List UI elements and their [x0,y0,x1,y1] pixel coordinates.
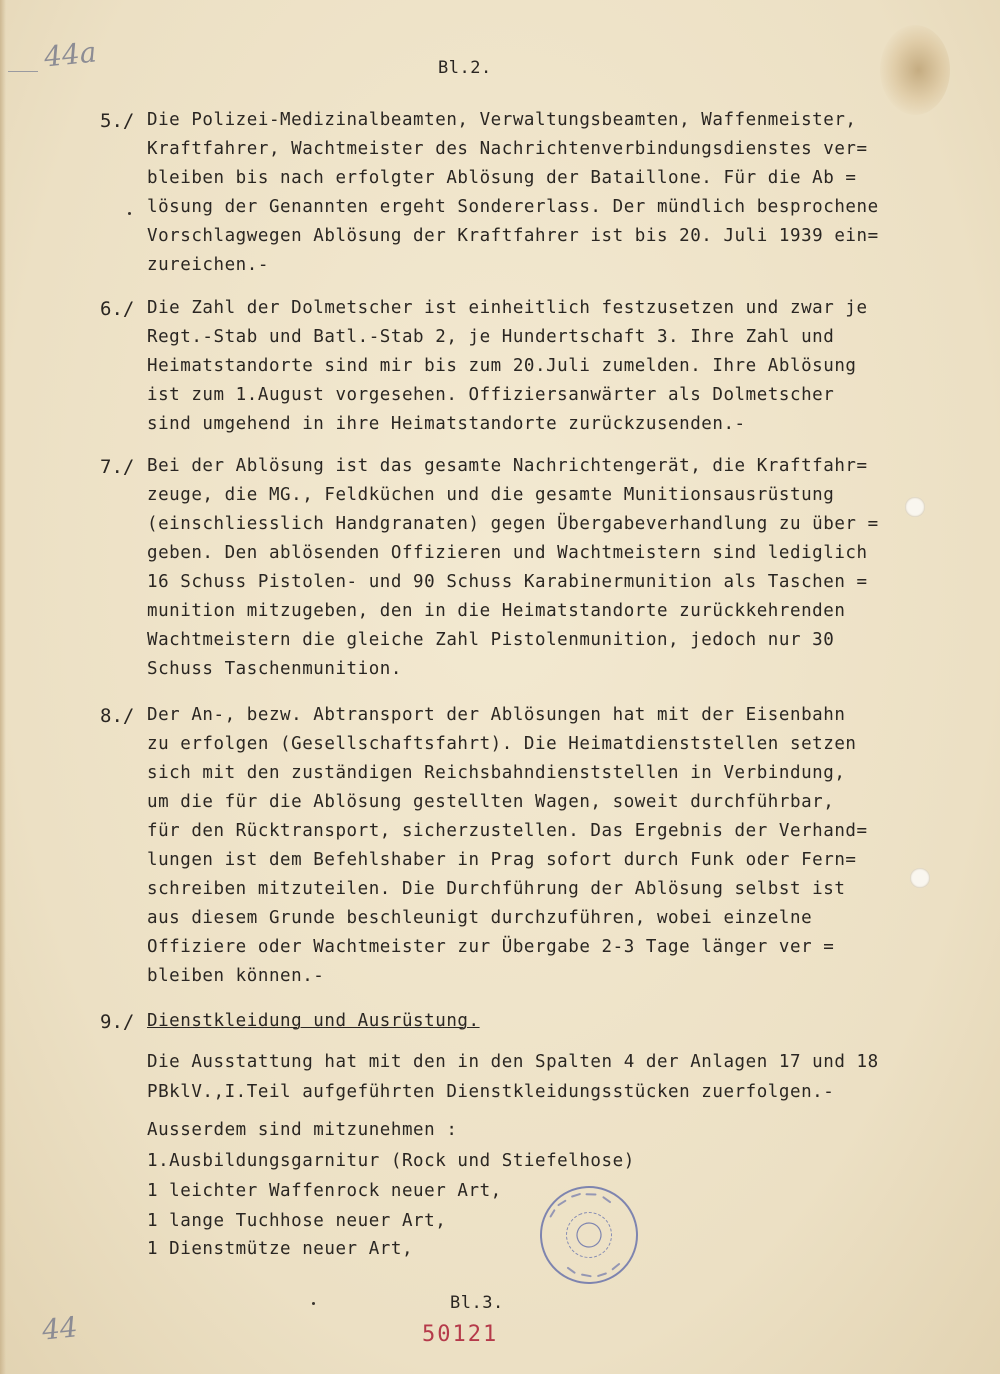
text-line: schreiben mitzuteilen. Die Durchführung der Ablösung selbst ist [147,879,846,899]
list-item: 1 Dienstmütze neuer Art, [147,1239,414,1259]
ink-speck [312,1302,315,1305]
text-line: zureichen.- [147,255,269,275]
text-line: für den Rücktransport, sicherzustellen. Das Ergebnis der Verhand= [147,821,868,841]
text-line: Wachtmeistern die gleiche Zahl Pistolenmunition, jedoch nur 30 [147,630,835,650]
page-footer: Bl.3. [450,1293,504,1313]
punch-hole-bottom [910,868,930,888]
archive-number: 50121 [422,1322,499,1347]
page-header: Bl.2. [438,58,492,78]
text-line: zu erfolgen (Gesellschaftsfahrt). Die Heimatdienststellen setzen [147,734,857,754]
archive-stamp [524,1170,654,1300]
text-line: Die Ausstattung hat mit den in den Spalten 4 der Anlagen 17 und 18 [147,1052,879,1072]
text-line: Offiziere oder Wachtmeister zur Übergabe 2-3 Tage länger ver = [147,937,835,957]
text-line: Bei der Ablösung ist das gesamte Nachrichtengerät, die Kraftfahr= [147,456,868,476]
text-line: PBklV.,I.Teil aufgeführten Dienstkleidungsstücken zuerfolgen.- [147,1082,835,1102]
text-line: Ausserdem sind mitzunehmen : [147,1120,458,1140]
list-item: 1 leichter Waffenrock neuer Art, [147,1181,502,1201]
text-line: Der An-, bezw. Abtransport der Ablösungen hat mit der Eisenbahn [147,705,846,725]
text-line: geben. Den ablösenden Offizieren und Wachtmeistern sind lediglich [147,543,868,563]
paragraph-number: 9./ [100,1011,135,1033]
paper-edge-shadow [0,0,6,1374]
text-line: bleiben können.- [147,966,325,986]
text-line: Die Polizei-Medizinalbeamten, Verwaltungsbeamten, Waffenmeister, [147,110,857,130]
section-heading: Dienstkleidung und Ausrüstung. [147,1011,480,1031]
paragraph-number: 5./ [100,110,135,132]
list-item: 1 lange Tuchhose neuer Art, [147,1211,447,1231]
text-line: aus diesem Grunde beschleunigt durchzuführen, wobei einzelne [147,908,813,928]
stamp-ring-marks [527,1173,652,1298]
text-line: ist zum 1.August vorgesehen. Offiziersanwärter als Dolmetscher [147,385,835,405]
ink-speck [128,212,131,215]
text-line: bleiben bis nach erfolgter Ablösung der Bataillone. Für die Ab = [147,168,857,188]
text-line: sind umgehend in ihre Heimatstandorte zurückzusenden.- [147,414,746,434]
pencil-folio-bottom: 44 [40,1310,80,1347]
text-line: Schuss Taschenmunition. [147,659,402,679]
text-line: (einschliesslich Handgranaten) gegen Übergabeverhandlung zu über = [147,514,879,534]
text-line: Regt.-Stab und Batl.-Stab 2, je Hundertschaft 3. Ihre Zahl und [147,327,835,347]
text-line: um die für die Ablösung gestellten Wagen, soweit durchführbar, [147,792,835,812]
paragraph-number: 6./ [100,298,135,320]
margin-pencil-mark [8,71,38,72]
text-line: lungen ist dem Befehlshaber in Prag sofort durch Funk oder Fern= [147,850,857,870]
text-line: Die Zahl der Dolmetscher ist einheitlich festzusetzen und zwar je [147,298,868,318]
text-line: sich mit den zuständigen Reichsbahndienststellen in Verbindung, [147,763,846,783]
text-line: Heimatstandorte sind mir bis zum 20.Juli zumelden. Ihre Ablösung [147,356,857,376]
rust-stain [880,25,950,115]
punch-hole-top [905,497,925,517]
text-line: munition mitzugeben, den in die Heimatstandorte zurückkehrenden [147,601,846,621]
text-line: Vorschlagwegen Ablösung der Kraftfahrer ist bis 20. Juli 1939 ein= [147,226,879,246]
text-line: 16 Schuss Pistolen- und 90 Schuss Karabinermunition als Taschen = [147,572,868,592]
pencil-folio-top: 44a [42,35,98,74]
paragraph-number: 7./ [100,456,135,478]
text-line: zeuge, die MG., Feldküchen und die gesamte Munitionsausrüstung [147,485,835,505]
text-line: Kraftfahrer, Wachtmeister des Nachrichtenverbindungsdienstes ver= [147,139,868,159]
list-item: 1.Ausbildungsgarnitur (Rock und Stiefelhose) [147,1151,635,1171]
text-line: lösung der Genannten ergeht Sondererlass. Der mündlich besprochene [147,197,879,217]
paragraph-number: 8./ [100,705,135,727]
